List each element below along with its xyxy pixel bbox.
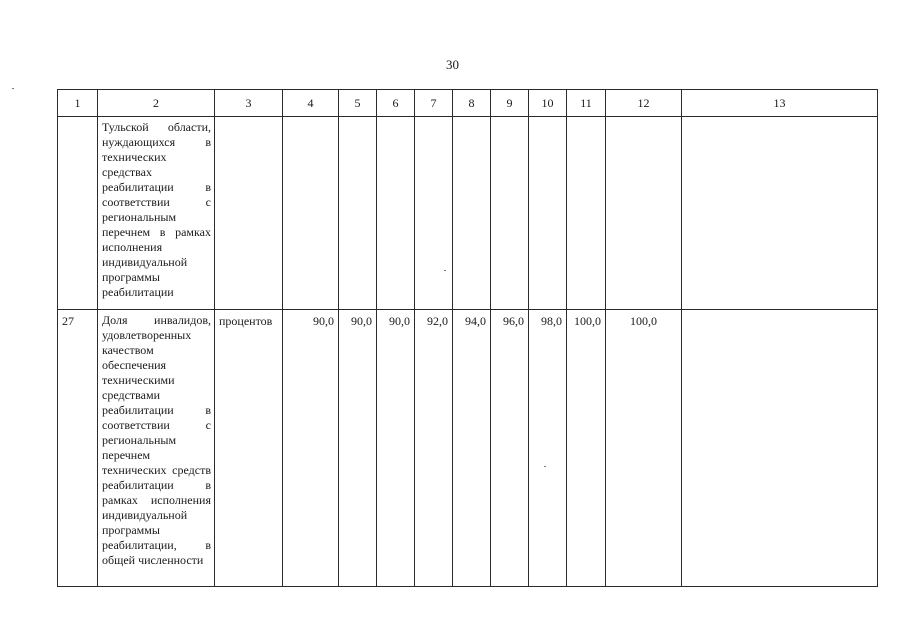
header-cell-6: 6	[377, 90, 415, 117]
cell-empty	[453, 117, 491, 310]
value-col5: 90,0	[351, 314, 372, 328]
cell-description	[98, 310, 215, 587]
cell-value-col5	[339, 310, 377, 587]
cell-empty	[215, 117, 283, 310]
cell-value-col9	[491, 310, 529, 587]
description-text: Доля инвалидов, удовлетворенных качеством обеспечения техническими средствами реабилитации в соответствии с региональным перечнем технических средств реабилитации в рамках исполнения индивидуальной программы реабилитации, в общей численности	[102, 313, 211, 567]
cell-col13	[682, 117, 878, 310]
value-col12: 100,0	[630, 314, 657, 328]
scan-speck	[444, 270, 446, 271]
indicators-table	[57, 89, 878, 587]
table-row-continuation	[58, 117, 878, 310]
header-cell-10: 10	[529, 90, 567, 117]
header-cell-7: 7	[415, 90, 453, 117]
description-text: Тульской области, нуждающихся в технических средствах реабилитации в соответствии с региональным перечнем в рамках исполнения индивидуальной программы реабилитации	[102, 120, 211, 299]
table-row-27	[58, 310, 878, 587]
row-number: 27	[62, 314, 74, 328]
header-cell-3: 3	[215, 90, 283, 117]
cell-value-col10	[529, 310, 567, 587]
cell-value-col8	[453, 310, 491, 587]
cell-empty	[567, 117, 606, 310]
scan-speck	[544, 466, 546, 467]
header-cell-1: 1	[58, 90, 98, 117]
cell-empty	[339, 117, 377, 310]
header-cell-13: 13	[682, 90, 878, 117]
cell-empty	[606, 117, 682, 310]
cell-col13	[682, 310, 878, 587]
value-col11: 100,0	[574, 314, 601, 328]
header-cell-5: 5	[339, 90, 377, 117]
cell-unit	[215, 310, 283, 587]
cell-value-col4	[283, 310, 339, 587]
cell-row-number	[58, 310, 98, 587]
scan-speck	[12, 88, 14, 89]
header-cell-11: 11	[567, 90, 606, 117]
page-number: 30	[446, 57, 459, 72]
value-col9: 96,0	[503, 314, 524, 328]
header-cell-12: 12	[606, 90, 682, 117]
header-cell-2: 2	[98, 90, 215, 117]
value-col7: 92,0	[427, 314, 448, 328]
cell-value-col12	[606, 310, 682, 587]
cell-empty	[491, 117, 529, 310]
cell-empty	[415, 117, 453, 310]
cell-empty	[529, 117, 567, 310]
cell-value-col7	[415, 310, 453, 587]
header-cell-8: 8	[453, 90, 491, 117]
value-col6: 90,0	[389, 314, 410, 328]
header-cell-4: 4	[283, 90, 339, 117]
unit-text: процентов	[219, 314, 273, 328]
value-col8: 94,0	[465, 314, 486, 328]
header-row	[58, 90, 878, 117]
cell-value-col11	[567, 310, 606, 587]
cell-empty	[283, 117, 339, 310]
cell-empty	[377, 117, 415, 310]
value-col10: 98,0	[541, 314, 562, 328]
cell-value-col6	[377, 310, 415, 587]
cell-description	[98, 117, 215, 310]
header-cell-9: 9	[491, 90, 529, 117]
cell-empty	[58, 117, 98, 310]
value-col4: 90,0	[313, 314, 334, 328]
indicators-table-wrap	[57, 89, 878, 587]
